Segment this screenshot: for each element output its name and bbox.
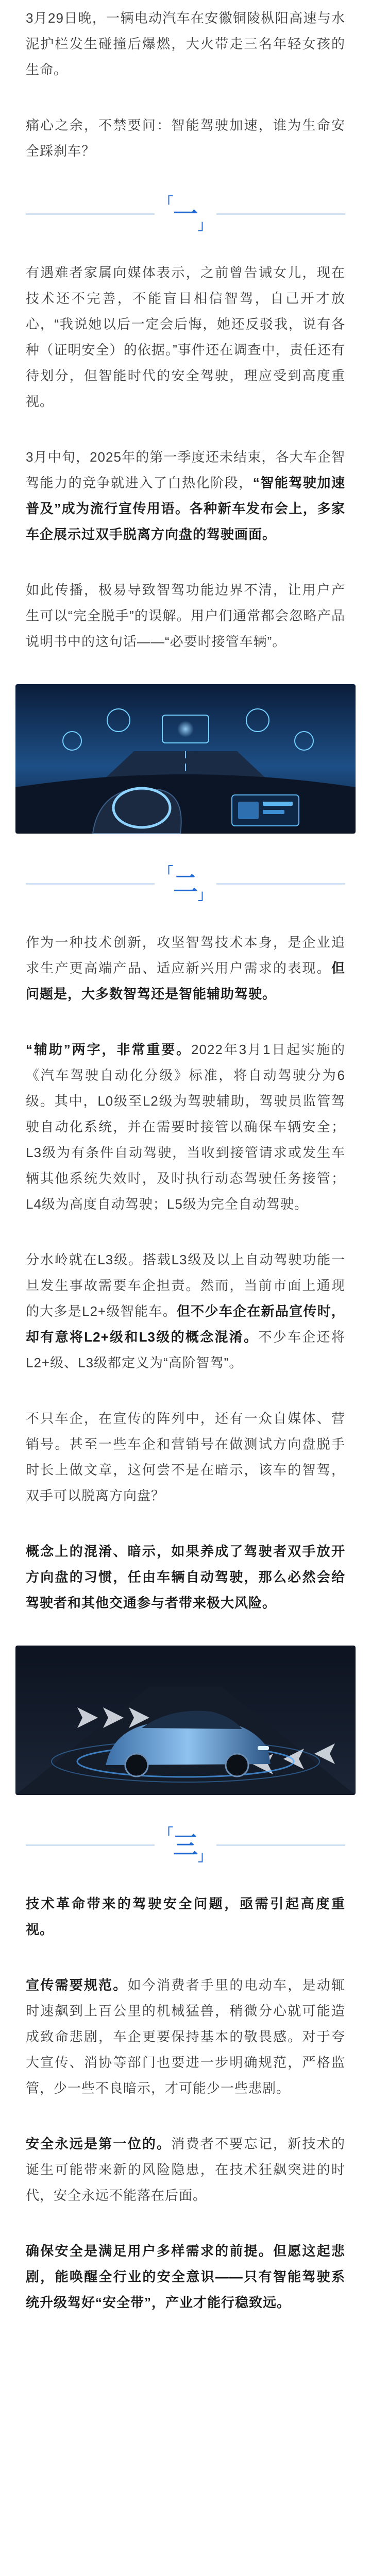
section2-paragraph-2: “辅助”两字，非常重要。2022年3月1日起实施的《汽车驾驶自动化分级》标准，将自动驾驶分为6级。其中，L0级至L2级为驾驶辅助，驾驶员监管驾驶自动化系统，并在需要时接管以确保车辆安全；L3级为有条件自动驾驶，当收到接管请求或发生车辆其他系统失效时，及时执行动态驾驶任务接管；L4级为高度自动驾驶；L5级为完全自动驾驶。 [26, 1042, 345, 1212]
section1-paragraph-2: 3月中旬，2025年的第一季度还未结束，各大车企智驾能力的竞争就进入了白热化阶段，“智能驾驶加速普及”成为流行宣传用语。各种新车发布会上，多家车企展示过双手脱离方向盘的驾驶画面。 [26, 449, 345, 542]
intro-paragraph-1: 3月29日晚，一辆电动汽车在安徽铜陵枞阳高速与水泥护栏发生碰撞后爆燃，大火带走三名年轻女孩的生命。 [26, 10, 345, 77]
section-number: 「二」 [155, 863, 216, 905]
car-sensor-image [15, 1646, 356, 1795]
section2-paragraph-4: 不只车企，在宣传的阵列中，还有一众自媒体、营销号。甚至一些车企和营销号在做测试方向盘脱手时长上做文章，这何尝不是在暗示，该车的智驾，双手可以脱离方向盘？ [26, 1411, 345, 1503]
section-heading-3 [26, 1825, 345, 1866]
section2-paragraph-5: 概念上的混淆、暗示，如果养成了驾驶者双手放开方向盘的习惯，任由车辆自动驾驶，那么必然会给驾驶者和其他交通参与者带来极大风险。 [26, 1544, 345, 1611]
car-dashboard-image [15, 684, 356, 834]
section2-paragraph-3: 分水岭就在L3级。搭载L3级及以上自动驾驶功能一旦发生事故需要车企担责。然而，当前市面上通现的大多是L2+级智能车。但不少车企在新品宣传时，却有意将L2+级和L3级的概念混淆。不少车企还将L2+级、L3级都定义为“高阶智驾”。 [26, 1252, 345, 1370]
section3-paragraph-2: 宣传需要规范。如今消费者手里的电动车，是动辄时速飙到上百公里的机械猛兽，稍微分心就可能造成致命悲剧，车企更要保持基本的敬畏感。对于夸大宣传、消协等部门也要进一步明确规范，严格监管，少一些不良暗示，才可能少一些悲剧。 [26, 1977, 345, 2096]
section-heading-2 [26, 863, 345, 905]
section-number: 「三」 [155, 1825, 216, 1866]
section3-paragraph-4: 确保安全是满足用户多样需求的前提。但愿这起悲剧，能唤醒全行业的安全意识——只有智能驾驶系统升级驾好“安全带”，产业才能行稳致远。 [26, 2243, 345, 2310]
section1-paragraph-3: 如此传播，极易导致智驾功能边界不清，让用户产生可以“完全脱手”的误解。用户们通常都会忽略产品说明书中的这句话——“必要时接管车辆”。 [26, 582, 345, 649]
section3-paragraph-3: 安全永远是第一位的。消费者不要忘记，新技术的诞生可能带来新的风险隐患，在技术狂飙突进的时代，安全永远不能落在后面。 [26, 2136, 345, 2203]
article-body [0, 5, 371, 2315]
intro-paragraph-2: 痛心之余，不禁要问：智能驾驶加速，谁为生命安全踩刹车？ [26, 117, 345, 159]
section2-paragraph-1: 作为一种技术创新，攻坚智驾技术本身，是企业追求生产更高端产品、适应新兴用户需求的表现。但问题是，大多数智驾还是智能辅助驾驶。 [26, 935, 345, 1002]
section3-paragraph-1: 技术革命带来的驾驶安全问题，亟需引起高度重视。 [26, 1896, 345, 1937]
section-heading-1 [26, 194, 345, 235]
section-number: 「一」 [155, 194, 216, 235]
section1-paragraph-1: 有遇难者家属向媒体表示，之前曾告诫女儿，现在技术还不完善，不能盲目相信智驾，自己开才放心，“我说她以后一定会后悔，她还反驳我，说有各种（证明安全）的依据。”事件还在调查中，责任还有待划分，但智能时代的安全驾驶，理应受到高度重视。 [26, 265, 345, 409]
